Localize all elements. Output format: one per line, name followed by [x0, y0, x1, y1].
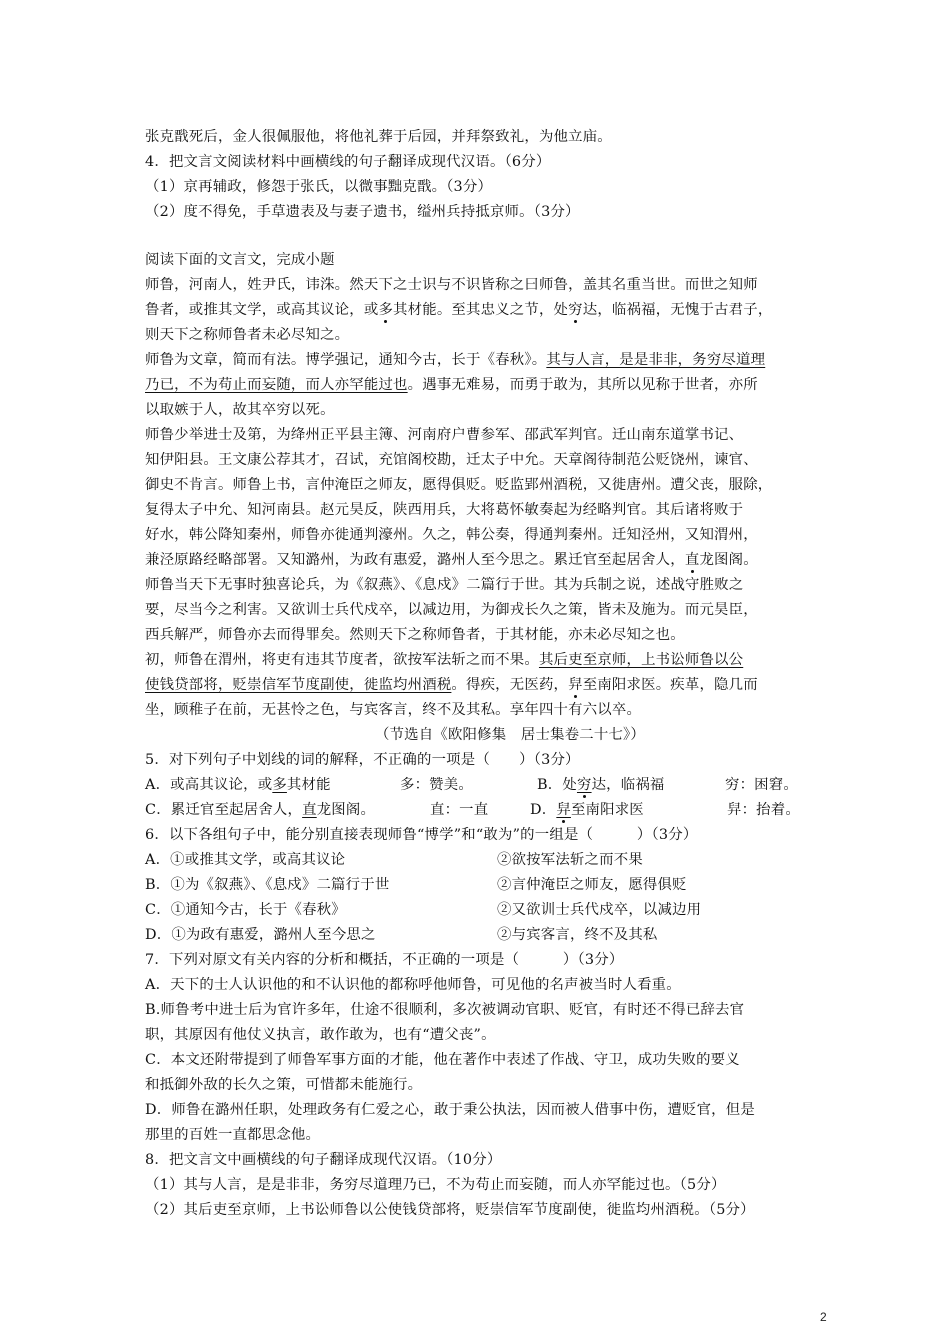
question-8-item-2: （2）其后吏至京师，上书讼师鲁以公使钱贷部将，贬崇信军节度副使，徙监均州酒税。（5分） — [145, 1202, 755, 1218]
question-6-option-b-2: ②言仲淹臣之师友，愿得俱贬 — [497, 877, 687, 893]
question-8-stem: 8．把文言文中画横线的句子翻译成现代汉语。（10分） — [145, 1152, 502, 1168]
dotted-word-qiong: 穷 — [568, 302, 583, 318]
passage-line: 复得太子中允、知河南县。赵元昊反，陕西用兵，大将葛怀敏奏起为经略判官。其后诸将败于 — [145, 502, 744, 518]
passage-line: 师鲁当天下无事时独喜论兵，为《叙燕》、《息戍》二篇行于世。其为兵制之说，述战守胜败之 — [145, 577, 744, 593]
question-7-stem: 7．下列对原文有关内容的分析和概括，不正确的一项是（ ）（3分） — [145, 952, 624, 968]
question-7-option-c: C．本文还附带提到了师鲁军事方面的才能，他在著作中表述了作战、守卫，成功失败的要义 — [145, 1052, 740, 1068]
passage-intro: 阅读下面的文言文，完成小题 — [145, 252, 335, 268]
question-6-option-c-2: ②又欲训士兵代戍卒，以减边用 — [497, 902, 702, 918]
question-5-option-d: D．舁至南阳求医 — [530, 802, 644, 818]
question-5-option-c-gloss: 直：一直 — [430, 802, 489, 818]
passage-line: 乃已，不为苟止而妄随，而人亦罕能过也。遇事无难易，而勇于敢为，其所以见称于世者，亦所 — [145, 377, 758, 393]
question-6-option-b-1: B．①为《叙燕》、《息戍》二篇行于世 — [145, 877, 390, 893]
passage-line: 好水，韩公降知秦州，师鲁亦徙通判濠州。久之，韩公奏，得通判秦州。迁知泾州，又知渭州， — [145, 527, 758, 543]
question-7-option-d-cont: 那里的百姓一直都思念他。 — [145, 1127, 321, 1143]
question-4-stem: 4．把文言文阅读材料中画横线的句子翻译成现代汉语。（6分） — [145, 154, 551, 170]
question-6-option-d-2: ②与宾客言，终不及其私 — [497, 927, 658, 943]
passage-line: 坐，顾稚子在前，无甚怜之色，与宾客言，终不及其私。享年四十有六以卒。 — [145, 702, 642, 718]
question-7-option-b: B.师鲁考中进士后为官许多年，仕途不很顺利，多次被调动官职、贬官，有时还不得已辞去官 — [145, 1002, 745, 1018]
underlined-sentence-1-cont: 乃已，不为苟止而妄随，而人亦罕能过也 — [145, 377, 408, 393]
passage-line: 兼泾原路经略部署。又知潞州，为政有惠爱，潞州人至今思之。累迁官至起居舍人，直龙图阁。 — [145, 552, 758, 568]
passage-line: 以取嫉于人，故其卒穷以死。 — [145, 402, 335, 418]
passage-line: 御史不肯言。师鲁上书，言仲淹臣之师友，愿得俱贬。贬监郢州酒税，又徙唐州。遭父丧，服除， — [145, 477, 773, 493]
question-5-option-a-gloss: 多：赞美。 — [400, 777, 473, 793]
question-5-option-a: A．或高其议论，或多其材能 — [145, 777, 331, 793]
question-6-option-a-1: A．①或推其文学，或高其议论 — [145, 852, 346, 868]
question-4-item-1: （1）京再辅政，修怨于张氏，以微事黜克戬。（3分） — [145, 179, 493, 195]
passage-line: 师鲁，河南人，姓尹氏，讳洙。然天下之士识与不识皆称之曰师鲁，盖其名重当世。而世之知师 — [145, 277, 758, 293]
dotted-word-duo: 多 — [378, 302, 394, 318]
question-5-option-c: C．累迁官至起居舍人，直龙图阁。 — [145, 802, 376, 818]
question-6-option-a-2: ②欲按军法斩之而不果 — [497, 852, 643, 868]
underlined-sentence-2-cont: 使钱贷部将，贬崇信军节度副使，徙监均州酒税 — [145, 677, 452, 693]
question-6-option-c-1: C．①通知今古，长于《春秋》 — [145, 902, 346, 918]
passage-line: 师鲁为文章，简而有法。博学强记，通知今古，长于《春秋》。其与人言，是是非非，务穷尽道理 — [145, 352, 766, 368]
text-line: 张克戬死后，金人很佩服他，将他礼葬于后园，并拜祭致礼，为他立庙。 — [145, 129, 612, 145]
question-5-option-d-gloss: 舁：抬着。 — [727, 802, 800, 818]
passage-line: 要，尽当今之利害。又欲训士兵代戍卒，以减边用，为御戎长久之策，皆未及施为。而元昊臣， — [145, 602, 758, 618]
question-4-item-2: （2）度不得免，手草遗表及与妻子遗书，缢州兵持抵京师。（3分） — [145, 204, 580, 220]
underlined-sentence-2: 其后吏至京师，上书讼师鲁以公 — [538, 652, 744, 668]
question-7-option-a: A．天下的士人认识他的和不认识他的都称呼他师鲁，可见他的名声被当时人看重。 — [145, 977, 681, 993]
passage-line: 西兵解严，师鲁亦去而得罪矣。然则天下之称师鲁者，于其材能，亦未必尽知之也。 — [145, 627, 685, 643]
underlined-sentence-1: 其与人言，是是非非，务穷尽道理 — [546, 352, 766, 368]
passage-line: 使钱贷部将，贬崇信军节度副使，徙监均州酒税。得疾，无医药，舁至南阳求医。疾革，隐几而 — [145, 677, 758, 693]
passage-line: 鲁者，或推其文学，或高其议论，或多其材能。至其忠义之节，处穷达，临祸福，无愧于古君子， — [145, 302, 773, 318]
dotted-word-yu: 舁 — [568, 677, 583, 693]
passage-source: （节选自《欧阳修集 居士集卷二十七》） — [375, 727, 646, 743]
dotted-word-zhi: 直 — [684, 552, 700, 568]
question-5-option-b-gloss: 穷：困窘。 — [725, 777, 798, 793]
question-8-item-1: （1）其与人言，是是非非，务穷尽道理乃已，不为苟止而妄随，而人亦罕能过也。（5分） — [145, 1177, 726, 1193]
question-6-stem: 6．以下各组句子中，能分别直接表现师鲁“博学”和“敢为”的一组是（ ）（3分） — [145, 827, 698, 843]
question-7-option-d: D．师鲁在潞州任职，处理政务有仁爱之心，敢于秉公执法，因而被人借事中伤，遭贬官，但是 — [145, 1102, 755, 1118]
question-5-stem: 5．对下列句子中划线的词的解释，不正确的一项是（ ）（3分） — [145, 752, 580, 768]
passage-line: 初，师鲁在渭州，将吏有违其节度者，欲按军法斩之而不果。其后吏至京师，上书讼师鲁以公 — [145, 652, 744, 668]
question-7-option-b-cont: 职，其原因有他仗义执言，敢作敢为，也有“遭父丧”。 — [145, 1027, 496, 1043]
question-5-option-b: B．处穷达，临祸福 — [537, 777, 665, 793]
question-6-option-d-1: D．①为政有惠爱，潞州人至今思之 — [145, 927, 376, 943]
passage-line: 师鲁少举进士及第，为绛州正平县主簿、河南府户曹参军、邵武军判官。迁山南东道掌书记、 — [145, 427, 744, 443]
page-number: 2 — [820, 1310, 827, 1324]
question-7-option-c-cont: 和抵御外敌的长久之策，可惜都未能施行。 — [145, 1077, 423, 1093]
passage-line: 则天下之称师鲁者未必尽知之。 — [145, 327, 350, 343]
passage-line: 知伊阳县。王文康公荐其才，召试，充馆阁校勘，迁太子中允。天章阁待制范公贬饶州，谏官、 — [145, 452, 758, 468]
